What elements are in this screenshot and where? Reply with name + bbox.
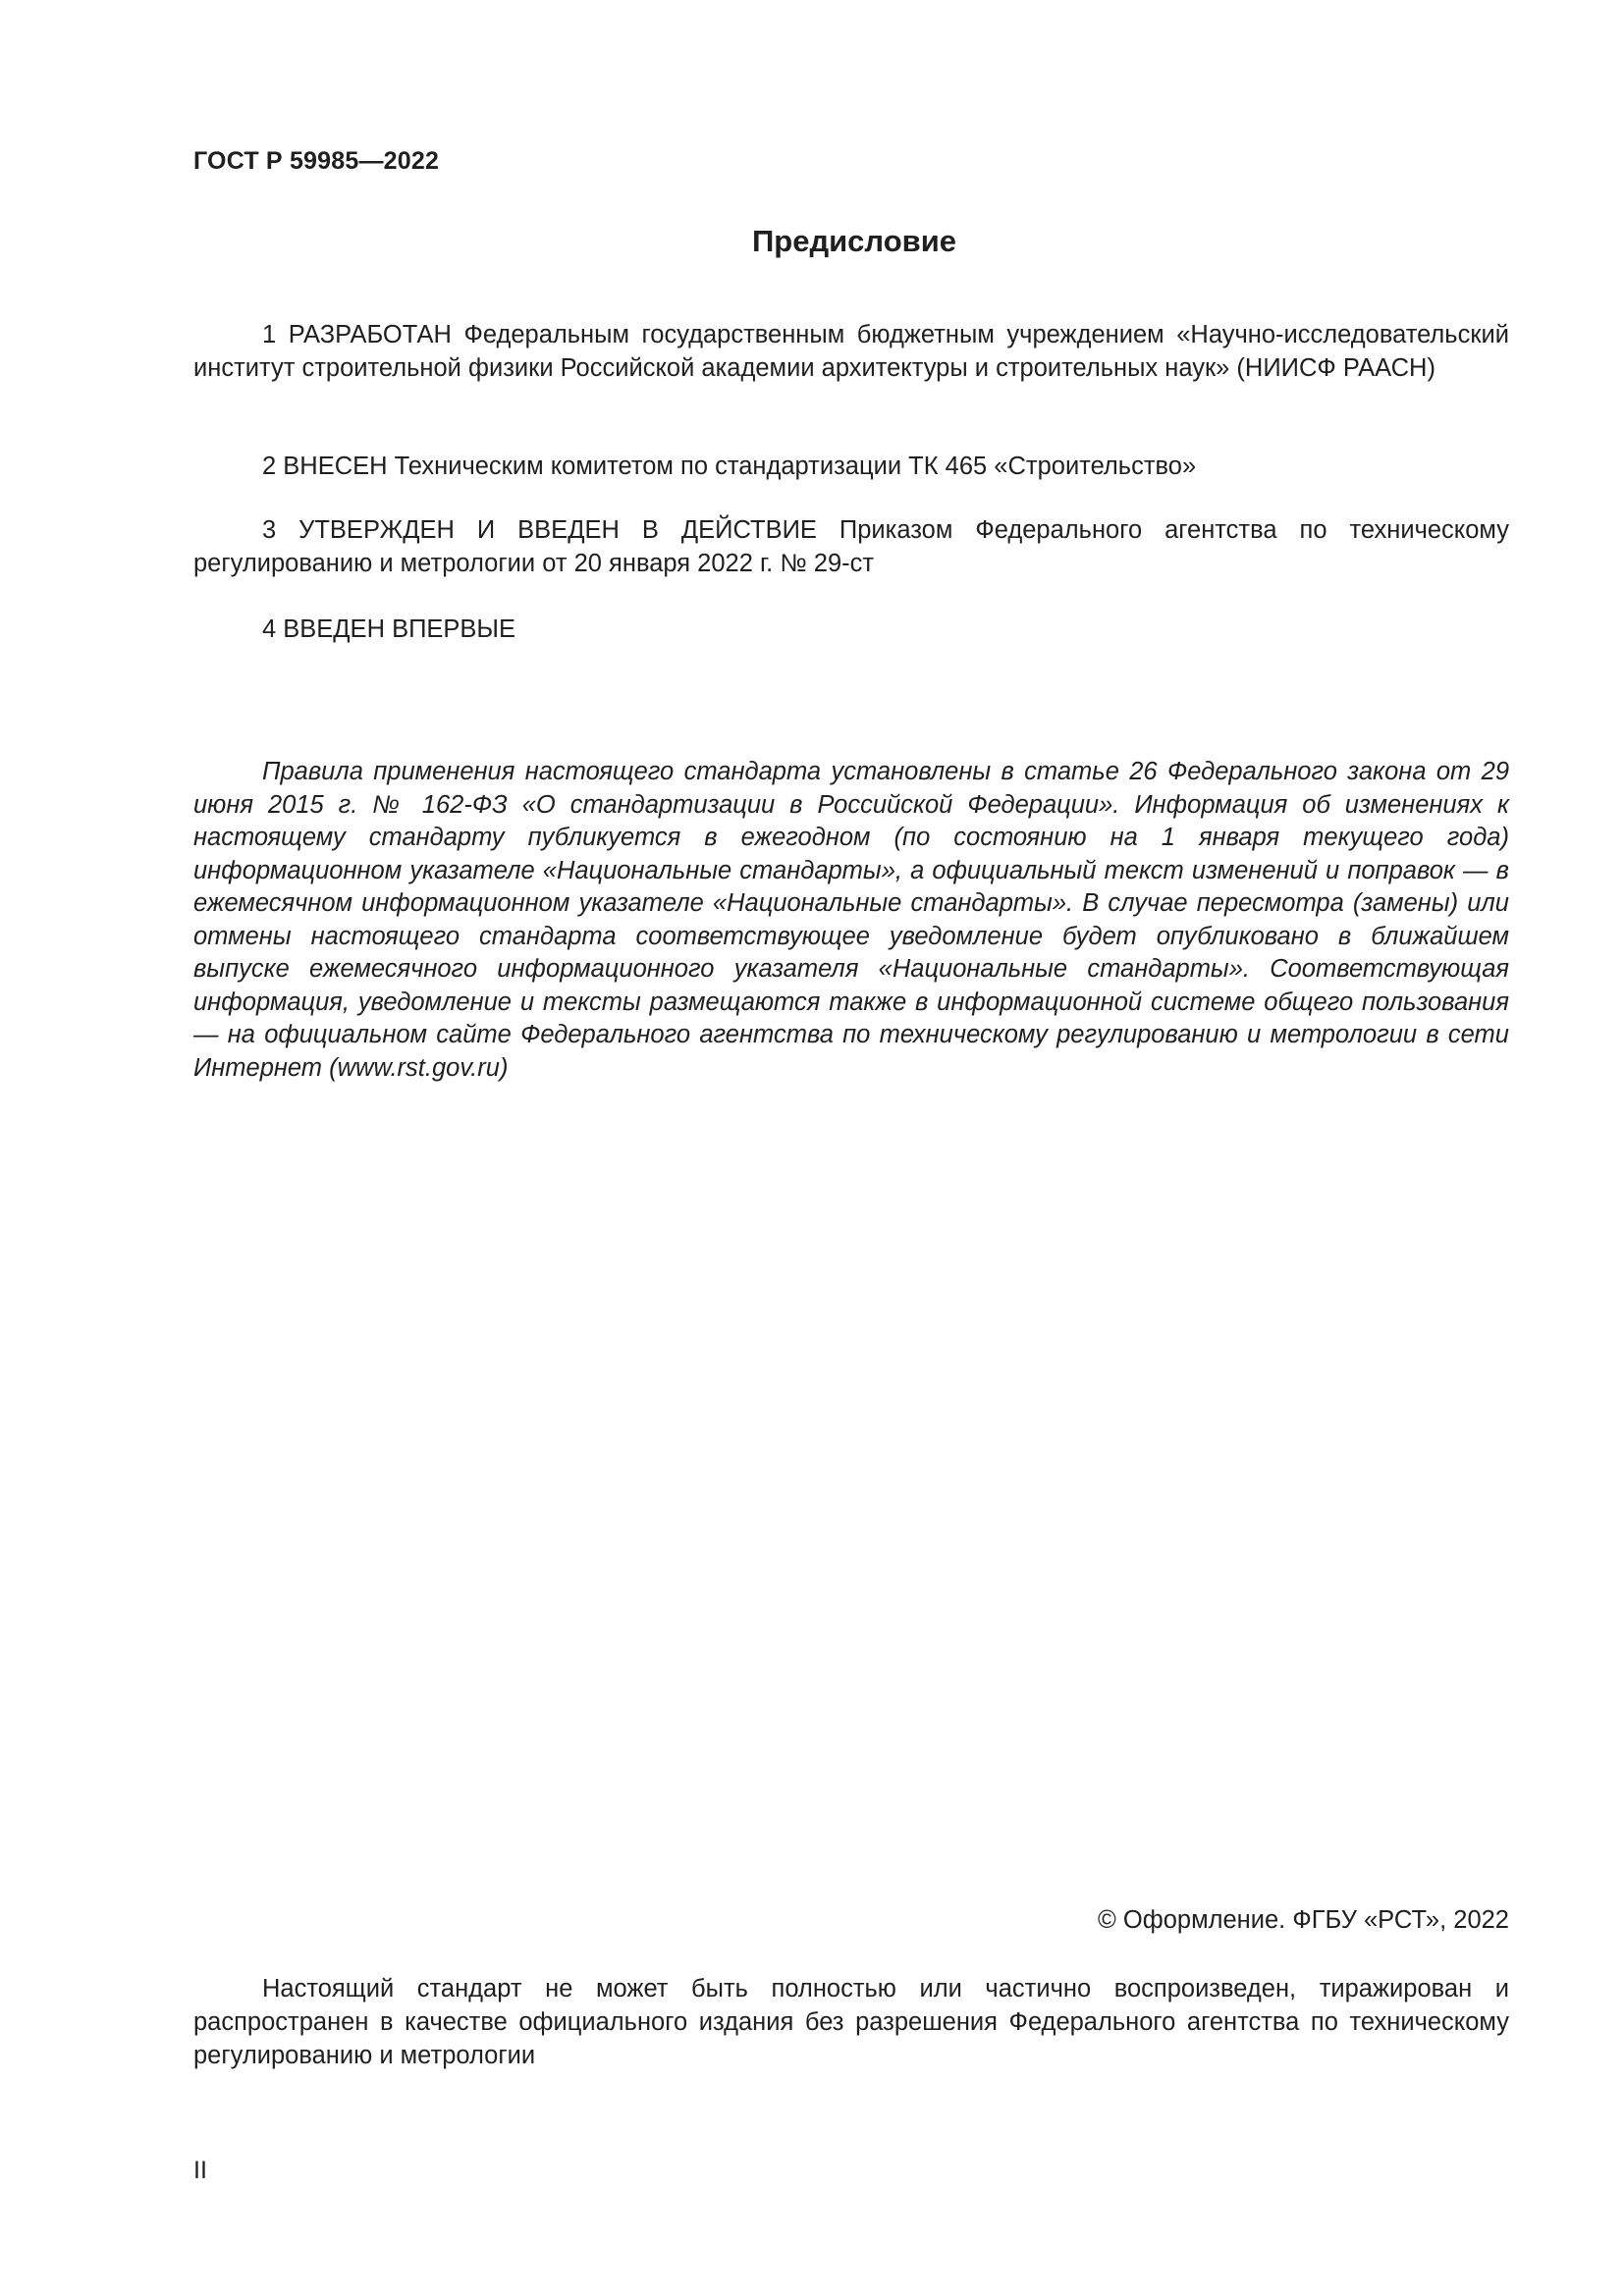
- reproduction-notice: [193, 1972, 1509, 2072]
- foreword-item-text: 1 РАЗРАБОТАН Федеральным государственным бюджетным учреждением «Научно-исследовательский институт строительной физики Российской академии архитектуры и строительных наук» (НИИСФ РААСН): [193, 321, 1509, 382]
- foreword-item-text: 4 ВВЕДЕН ВПЕРВЫЕ: [262, 615, 516, 643]
- rules-of-application-note: [193, 756, 1509, 1085]
- document-code: ГОСТ Р 59985—2022: [193, 147, 440, 175]
- page-number: II: [193, 2157, 207, 2184]
- foreword-item-developed: [193, 318, 1509, 385]
- foreword-item-first-introduced: [193, 613, 1509, 646]
- reproduction-notice-text: Настоящий стандарт не может быть полностью или частично воспроизведен, тиражирован и распространен в качестве официального издания без разрешения Федерального агентства по техническому регулированию и метрологии: [193, 1975, 1509, 2069]
- page-title: Предисловие: [751, 224, 956, 258]
- rules-note-text: Правила применения настоящего стандарта установлены в статье 26 Федерального закона от 29 июня 2015 г. № 162-ФЗ «О стандартизации в Российской Федерации». Информация об изменениях к настоящему стандарту публикуется в ежегодном (по состоянию на 1 января текущего года) информационном указателе «Национальные стандарты», а официальный текст изменений и поправок — в ежемесячном информационном указателе «Национальные стандарты». В случае пересмотра (замены) или отмены настоящего стандарта соответствующее уведомление будет опубликовано в ближайшем выпуске ежемесячного информационного указателя «Национальные стандарты». Соответствующая информация, уведомление и тексты размещаются также в информационной системе общего пользования — на официальном сайте Федерального агентства по техническому регулированию и метрологии в сети Интернет (www.rst.gov.ru): [193, 758, 1509, 1082]
- foreword-item-text: 2 ВНЕСЕН Техническим комитетом по стандартизации ТК 465 «Строительство»: [262, 453, 1197, 480]
- copyright-line: © Оформление. ФГБУ «РСТ», 2022: [1098, 1906, 1509, 1934]
- foreword-item-introduced: [193, 450, 1509, 483]
- foreword-item-text: 3 УТВЕРЖДЕН И ВВЕДЕН В ДЕЙСТВИЕ Приказом Федерального агентства по техническому регулированию и метрологии от 20 января 2022 г. № 29-ст: [193, 516, 1509, 577]
- foreword-item-approved: [193, 513, 1509, 580]
